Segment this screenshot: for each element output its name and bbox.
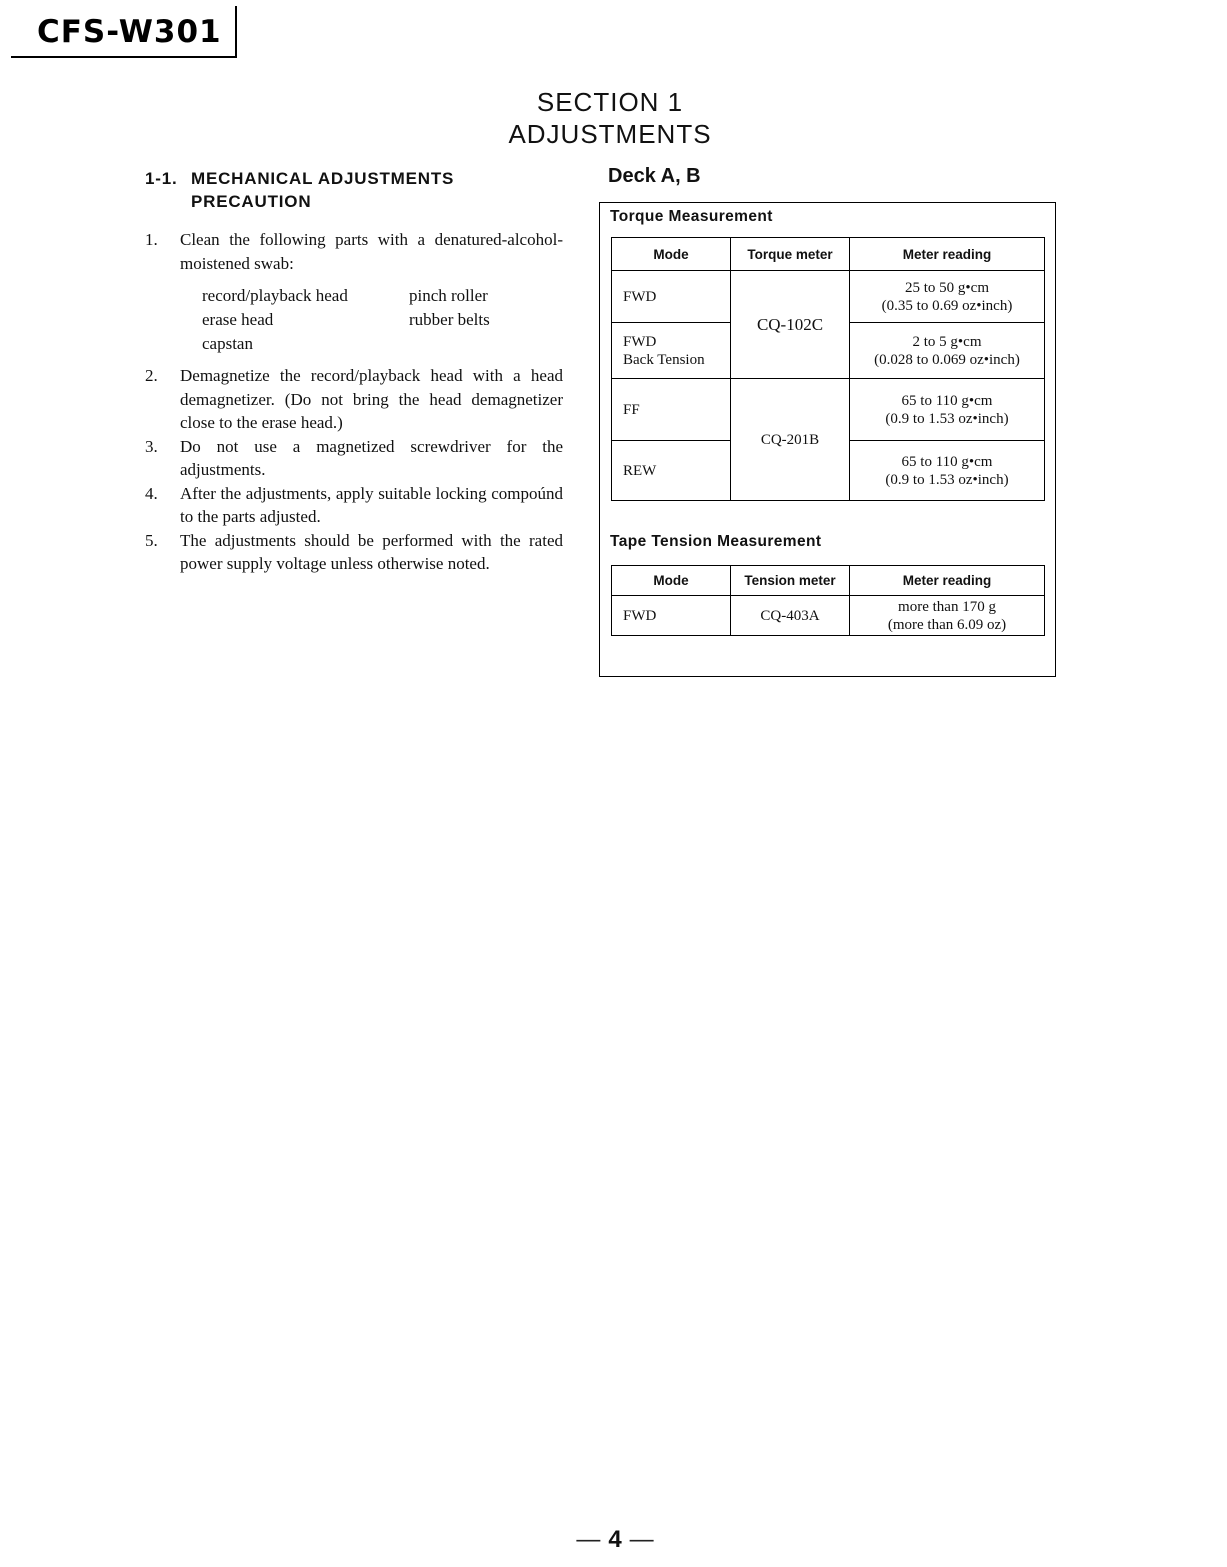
tension-heading: Tape Tension Measurement: [610, 533, 822, 550]
mode-cell: [612, 323, 731, 379]
mode-cell: [612, 379, 731, 441]
page-number: [560, 1526, 670, 1554]
reading-value-alt: (more than 6.09 oz): [887, 616, 1007, 633]
list-item: [145, 364, 563, 435]
item-number: 1.: [145, 230, 158, 249]
mode-text: REW: [623, 462, 657, 479]
page-number-value: 4: [608, 1526, 622, 1553]
reading-value: 25 to 50 g•cm: [905, 279, 989, 296]
model-number: CFS-W301: [37, 14, 222, 50]
list-item: [145, 482, 563, 529]
column-header: Torque meter: [731, 238, 850, 271]
item-number: 3.: [145, 436, 158, 456]
column-header: Mode: [612, 238, 731, 271]
part-name: record/playback head: [202, 286, 348, 305]
reading-value-alt: (0.9 to 1.53 oz•inch): [885, 410, 1009, 427]
column-header: Tension meter: [731, 566, 850, 596]
deck-title: Deck A, B: [608, 165, 701, 187]
heading-line-2: PRECAUTION: [191, 192, 312, 211]
part-name: rubber belts: [409, 310, 490, 329]
item-text: Do not use a magnetized screwdriver for the adjustments.: [180, 436, 563, 479]
part-name: capstan: [202, 334, 253, 353]
reading-cell: [850, 596, 1045, 636]
reading-value: 2 to 5 g•cm: [912, 333, 982, 350]
page-dash-right: —: [629, 1526, 654, 1553]
heading-number: 1-1.: [145, 169, 178, 188]
heading-line-1: MECHANICAL ADJUSTMENTS: [191, 169, 455, 188]
mode-cell: FWD: [612, 596, 731, 636]
mode-cell: [612, 271, 731, 323]
item-text: The adjustments should be performed with the rated power supply voltage unless otherwise noted.: [180, 530, 563, 573]
section-title: ADJUSTMENTS: [508, 119, 712, 149]
meter-cell: CQ-201B: [731, 379, 850, 501]
section-number: SECTION 1: [536, 87, 684, 117]
table-row: [612, 596, 1045, 636]
item-text: Demagnetize the record/playback head with a head demagnetizer. (Do not bring the head demagnetizer close to the erase head.): [180, 366, 563, 432]
item-text: After the adjustments, apply suitable locking compoúnd to the parts adjusted.: [180, 483, 563, 526]
column-header: Mode: [612, 566, 731, 596]
tension-table: [611, 565, 1045, 636]
item-number: 5.: [145, 530, 158, 550]
reading-value-alt: (0.35 to 0.69 oz•inch): [881, 297, 1013, 314]
column-header: Meter reading: [850, 238, 1045, 271]
header-rule-vertical: [235, 6, 237, 58]
reading-cell: [850, 271, 1045, 323]
page-dash-left: —: [576, 1526, 601, 1553]
list-item: [145, 228, 563, 275]
torque-table: [611, 237, 1045, 501]
item-text: Clean the following parts with a denatured-alcohol-moistened swab:: [180, 230, 563, 273]
table-row: [612, 271, 1045, 323]
precaution-heading: [145, 167, 454, 213]
reading-cell: [850, 379, 1045, 441]
parts-list: [145, 275, 563, 364]
list-item: [145, 529, 563, 576]
reading-value-alt: (0.028 to 0.069 oz•inch): [874, 351, 1020, 368]
meter-cell: CQ-403A: [731, 596, 850, 636]
meter-cell: CQ-102C: [731, 271, 850, 379]
table-header-row: [612, 238, 1045, 271]
reading-cell: [850, 441, 1045, 501]
table-header-row: [612, 566, 1045, 596]
mode-text: FWD: [623, 288, 657, 305]
reading-cell: [850, 323, 1045, 379]
table-row: [612, 379, 1045, 441]
reading-value: 65 to 110 g•cm: [901, 392, 993, 409]
part-name: erase head: [202, 310, 274, 329]
mode-text: FWD: [623, 333, 657, 350]
mode-subtext: Back Tension: [623, 351, 705, 368]
mode-cell: [612, 441, 731, 501]
header-rule-horizontal: [11, 56, 237, 58]
column-header: Meter reading: [850, 566, 1045, 596]
measurement-box: [599, 202, 1056, 677]
item-number: 4.: [145, 483, 158, 503]
part-name: pinch roller: [409, 286, 488, 305]
mode-text: FF: [623, 401, 640, 418]
reading-value-alt: (0.9 to 1.53 oz•inch): [885, 471, 1009, 488]
torque-heading: Torque Measurement: [610, 208, 773, 225]
reading-value: 65 to 110 g•cm: [901, 453, 993, 470]
list-item: [145, 435, 563, 482]
precaution-list: [145, 228, 563, 576]
reading-value: more than 170 g: [898, 598, 996, 615]
item-number: 2.: [145, 366, 158, 385]
